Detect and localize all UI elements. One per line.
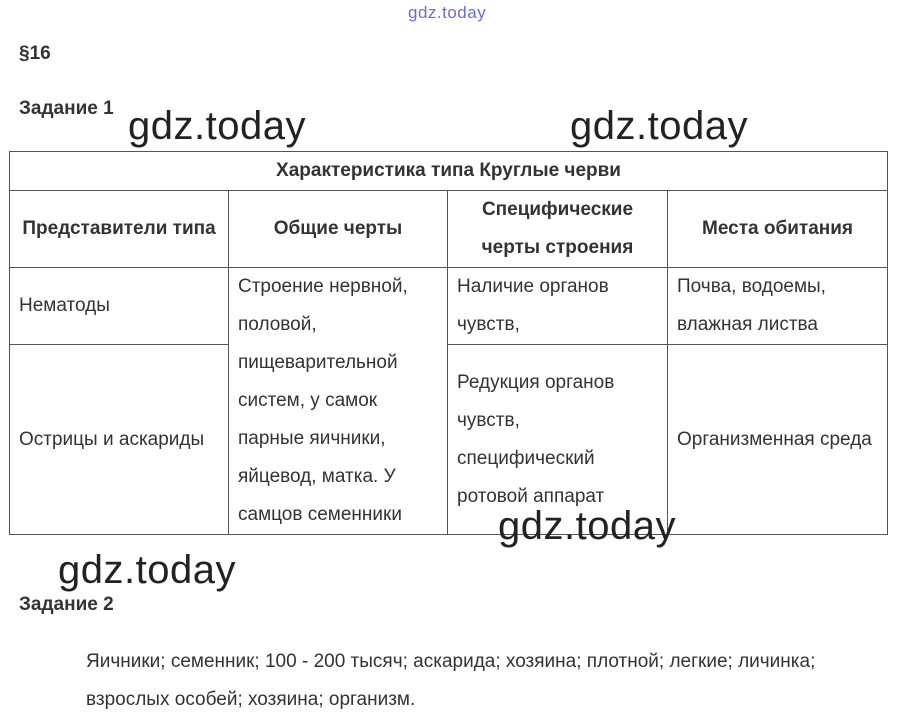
watermark-3: gdz.today bbox=[498, 504, 676, 548]
top-watermark: gdz.today bbox=[408, 3, 487, 22]
table-caption-row bbox=[10, 152, 888, 191]
header-habitat: Места обитания bbox=[668, 191, 888, 268]
cell-habitat: Почва, водоемы, влажная листва bbox=[668, 268, 888, 345]
cell-specific-traits: Редукция органов чувств, специфический ротовой аппарат bbox=[448, 345, 668, 535]
watermark-2: gdz.today bbox=[570, 104, 748, 148]
cell-habitat: Организменная среда bbox=[668, 345, 888, 535]
cell-representatives: Острицы и аскариды bbox=[10, 345, 229, 535]
table-caption: Характеристика типа Круглые черви bbox=[10, 152, 888, 191]
worms-characteristics-table bbox=[9, 151, 888, 535]
task-1-title: Задание 1 bbox=[19, 98, 114, 119]
header-specific-traits: Специфические черты строения bbox=[448, 191, 668, 268]
table-header-row bbox=[10, 191, 888, 268]
section-title: §16 bbox=[19, 43, 51, 64]
cell-common-traits: Строение нервной, половой, пищеварительной систем, у самок парные яичники, яйцевод, матка. У самцов семенники bbox=[229, 268, 448, 535]
table-row bbox=[10, 268, 888, 345]
table-row bbox=[10, 345, 888, 535]
watermark-4: gdz.today bbox=[58, 548, 236, 592]
cell-specific-traits: Наличие органов чувств, bbox=[448, 268, 668, 345]
watermark-1: gdz.today bbox=[128, 104, 306, 148]
task-2-answer: Яичники; семенник; 100 - 200 тысяч; аскарида; хозяина; плотной; легкие; личинка; взрослых особей; хозяина; организм. bbox=[86, 651, 816, 710]
task-2-title: Задание 2 bbox=[19, 594, 114, 615]
header-common-traits: Общие черты bbox=[229, 191, 448, 268]
header-representatives: Представители типа bbox=[10, 191, 229, 268]
cell-representatives: Нематоды bbox=[10, 268, 229, 345]
